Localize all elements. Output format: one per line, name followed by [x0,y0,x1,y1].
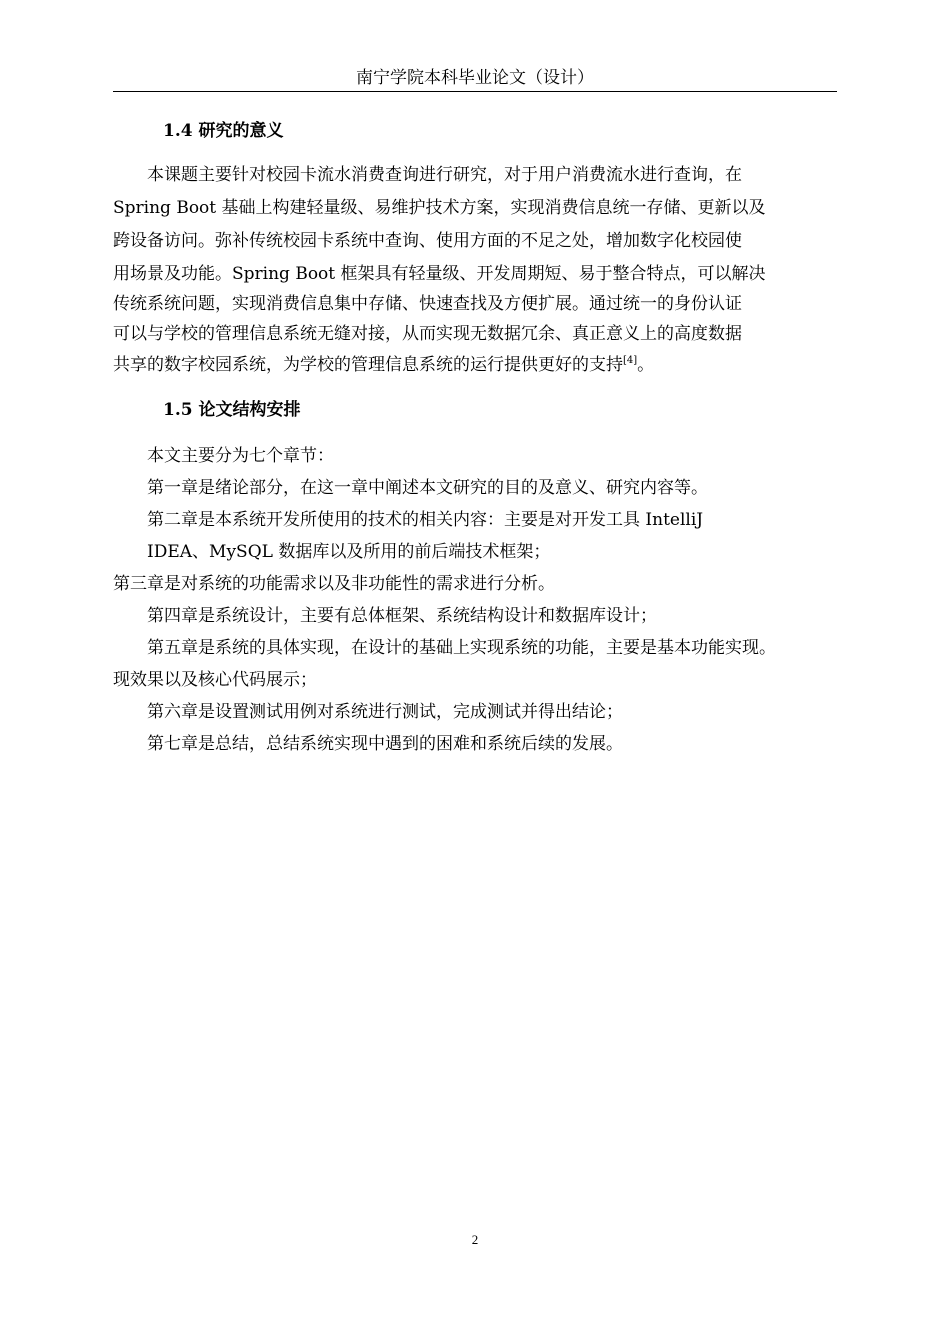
paragraph-punct: 。 [637,355,655,375]
paragraph-line-last [113,353,654,377]
paragraph-line: 本课题主要针对校园卡流水消费查询进行研究，对于用户消费流水进行查询，在 [147,165,742,185]
chapter-3-line: 第三章是对系统的功能需求以及非功能性的需求进行分析。 [113,574,555,594]
chapter-intro-line: 本文主要分为七个章节： [147,446,334,466]
section-heading-1-4: 1.4 研究的意义 [163,121,284,141]
chapter-5-line-continued: 现效果以及核心代码展示； [113,670,317,690]
section-heading-1-5: 1.5 论文结构安排 [163,400,301,420]
chapter-2-line: 第二章是本系统开发所使用的技术的相关内容：主要是对开发工具 IntelliJ [147,510,704,530]
paragraph-line: 跨设备访问。弥补传统校园卡系统中查询、使用方面的不足之处，增加数字化校园使 [113,231,742,251]
header-divider [113,91,837,92]
chapter-6-line: 第六章是设置测试用例对系统进行测试，完成测试并得出结论； [147,702,623,722]
chapter-4-line: 第四章是系统设计，主要有总体框架、系统结构设计和数据库设计； [147,606,657,626]
paragraph-line: 用场景及功能。Spring Boot 框架具有轻量级、开发周期短、易于整合特点，可以解决 [113,264,766,284]
page-header: 南宁学院本科毕业论文（设计） [356,68,594,88]
paragraph-line: Spring Boot 基础上构建轻量级、易维护技术方案，实现消费信息统一存储、更新以及 [113,198,766,218]
citation-ref[interactable]: [4] [623,355,638,366]
paragraph-line: 可以与学校的管理信息系统无缝对接，从而实现无数据冗余、真正意义上的高度数据 [113,324,742,344]
page-number: 2 [471,1232,479,1247]
paragraph-line: 传统系统问题，实现消费信息集中存储、快速查找及方便扩展。通过统一的身份认证 [113,294,742,314]
chapter-2-line-continued: IDEA、MySQL 数据库以及所用的前后端技术框架； [147,542,551,562]
chapter-5-line: 第五章是系统的具体实现，在设计的基础上实现系统的功能，主要是基本功能实现。 [147,638,776,658]
chapter-1-line: 第一章是绪论部分，在这一章中阐述本文研究的目的及意义、研究内容等。 [147,478,708,498]
chapter-7-line: 第七章是总结，总结系统实现中遇到的困难和系统后续的发展。 [147,734,623,754]
paragraph-text: 共享的数字校园系统，为学校的管理信息系统的运行提供更好的支持 [113,355,623,375]
